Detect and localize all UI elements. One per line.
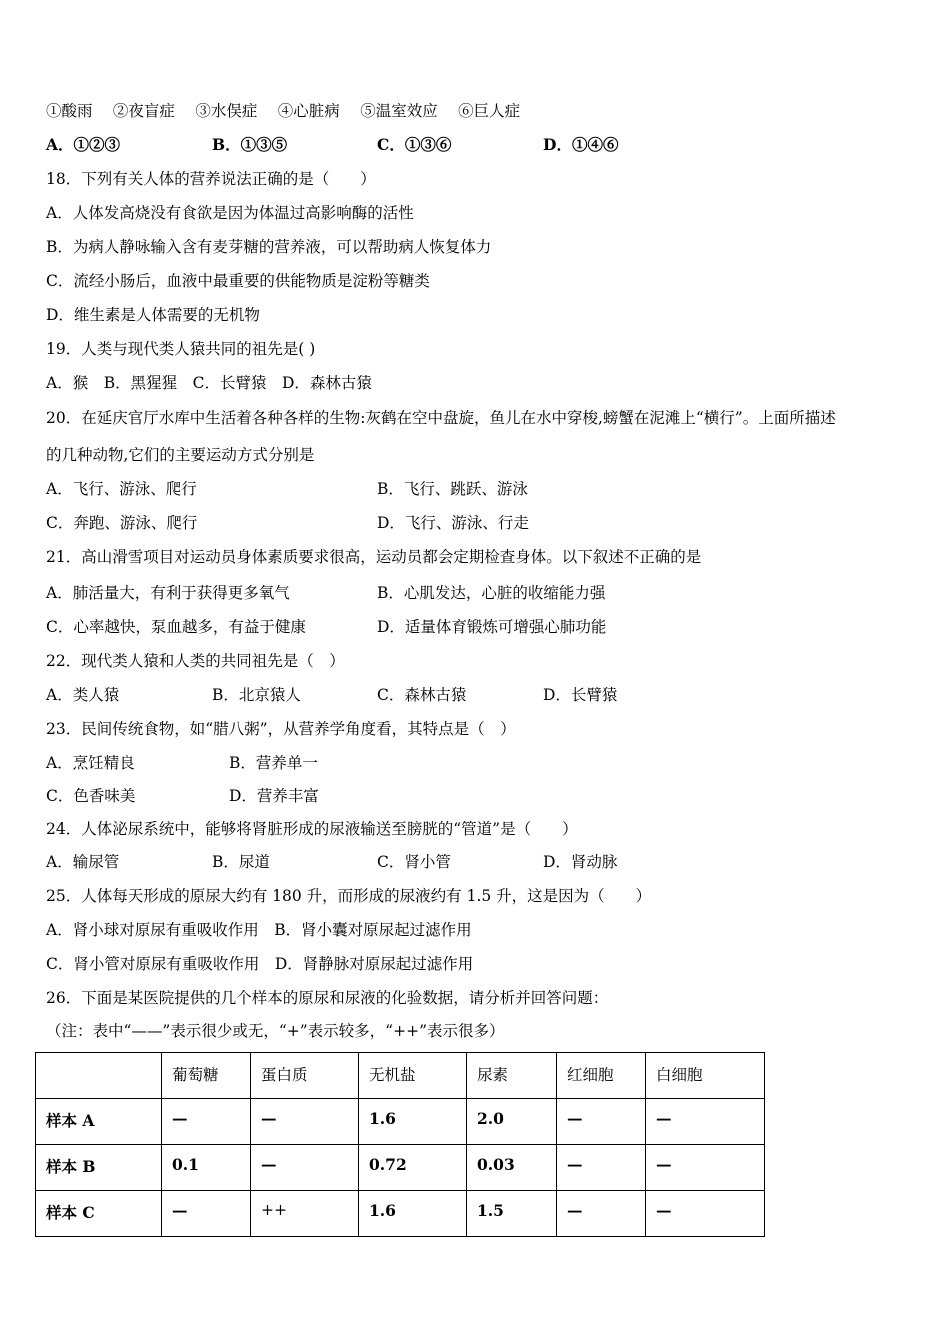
q24-option-c: C．肾小管 [377,853,451,871]
q20-option-b: B．飞行、跳跃、游泳 [377,480,528,498]
table-cell: — [251,1099,359,1145]
q21-option-d: D．适量体育锻炼可增强心肺功能 [377,618,607,636]
q20-option-a: A．飞行、游泳、爬行 [46,480,197,498]
table-header-cell: 红细胞 [557,1053,646,1099]
q24-question: 24．人体泌尿系统中，能够将肾脏形成的尿液输送至膀胱的“管道”是（ ） [46,820,578,838]
table-cell: — [557,1145,646,1191]
q17-items: ①酸雨 ②夜盲症 ③水俣症 ④心脏病 ⑤温室效应 ⑥巨人症 [46,102,521,120]
q20-option-c: C．奔跑、游泳、爬行 [46,514,198,532]
q24-option-b: B．尿道 [212,853,270,871]
q19-options: A．猴 B．黑猩猩 C．长臂猿 D．森林古猿 [46,374,372,392]
table-cell: — [251,1145,359,1191]
table-cell: 0.03 [467,1145,557,1191]
q17-option-a: A．①②③ [46,135,121,154]
table-header-cell: 白细胞 [646,1053,765,1099]
table-cell: — [646,1191,765,1237]
table-row [36,1145,765,1191]
q21-option-b: B．心肌发达，心脏的收缩能力强 [377,584,606,602]
table-header-cell: 蛋白质 [251,1053,359,1099]
table-header-cell: 无机盐 [359,1053,467,1099]
q21-option-a: A．肺活量大，有利于获得更多氧气 [46,584,290,602]
q23-option-c: C．色香味美 [46,787,136,805]
q24-option-a: A．输尿管 [46,853,120,871]
table-header-row [36,1053,765,1099]
q18-option-a: A．人体发高烧没有食欲是因为体温过高影响酶的活性 [46,204,414,222]
table-cell: — [557,1099,646,1145]
table-cell: 2.0 [467,1099,557,1145]
table-cell: — [646,1145,765,1191]
q23-question: 23．民间传统食物，如“腊八粥”，从营养学角度看，其特点是（ ） [46,720,516,738]
table-cell: — [557,1191,646,1237]
q22-question: 22．现代类人猿和人类的共同祖先是（ ） [46,652,345,670]
q18-option-b: B．为病人静咏输入含有麦芽糖的营养液，可以帮助病人恢复体力 [46,238,492,256]
table-cell: 样本 A [36,1099,162,1145]
q25-options-cd: C．肾小管对原尿有重吸收作用 D．肾静脉对原尿起过滤作用 [46,955,474,973]
q20-question: 20．在延庆官厅水库中生活着各种各样的生物:灰鹤在空中盘旋，鱼儿在水中穿梭,螃蟹在泥滩上“横行”。上面所描述 [46,409,836,427]
table-row [36,1099,765,1145]
table-cell: 1.6 [359,1099,467,1145]
q17-option-b: B．①③⑤ [212,135,288,154]
q21-option-c: C．心率越快，泵血越多，有益于健康 [46,618,306,636]
table-header-cell: 葡萄糖 [162,1053,251,1099]
table-cell: 0.72 [359,1145,467,1191]
table-cell: 1.6 [359,1191,467,1237]
q23-option-d: D．营养丰富 [229,787,319,805]
q22-option-b: B．北京猿人 [212,686,301,704]
table-header-cell: 尿素 [467,1053,557,1099]
table-cell: ++ [251,1191,359,1237]
q18-option-c: C．流经小肠后，血液中最重要的供能物质是淀粉等糖类 [46,272,430,290]
q18-option-d: D．维生素是人体需要的无机物 [46,306,260,324]
q24-option-d: D．肾动脉 [543,853,618,871]
table-cell: 样本 B [36,1145,162,1191]
q26-note: （注：表中“——”表示很少或无，“+”表示较多，“++”表示很多） [46,1022,505,1040]
q19-question: 19．人类与现代类人猿共同的祖先是( ) [46,340,316,358]
q18-question: 18．下列有关人体的营养说法正确的是（ ） [46,170,376,188]
lab-results-table [35,1052,765,1237]
q26-question: 26．下面是某医院提供的几个样本的原尿和尿液的化验数据，请分析并回答问题： [46,989,609,1007]
q23-option-b: B．营养单一 [229,754,318,772]
table-cell: 1.5 [467,1191,557,1237]
q22-option-a: A．类人猿 [46,686,120,704]
q17-option-d: D．①④⑥ [543,135,619,154]
q20-option-d: D．飞行、游泳、行走 [377,514,529,532]
q20-question-cont: 的几种动物,它们的主要运动方式分别是 [46,446,315,464]
q17-option-c: C．①③⑥ [377,135,452,154]
table-cell: — [646,1099,765,1145]
q25-options-ab: A．肾小球对原尿有重吸收作用 B．肾小囊对原尿起过滤作用 [46,921,472,939]
q21-question: 21．高山滑雪项目对运动员身体素质要求很高，运动员都会定期检查身体。以下叙述不正确的是 [46,548,702,566]
q25-question: 25．人体每天形成的原尿大约有 180 升，而形成的尿液约有 1.5 升，这是因为（ ） [46,887,652,905]
table-cell: — [162,1191,251,1237]
table-cell: — [162,1099,251,1145]
q22-option-c: C．森林古猿 [377,686,467,704]
q22-option-d: D．长臂猿 [543,686,618,704]
table-row [36,1191,765,1237]
table-header-cell [36,1053,162,1099]
q23-option-a: A．烹饪精良 [46,754,135,772]
table-cell: 样本 C [36,1191,162,1237]
table-cell: 0.1 [162,1145,251,1191]
